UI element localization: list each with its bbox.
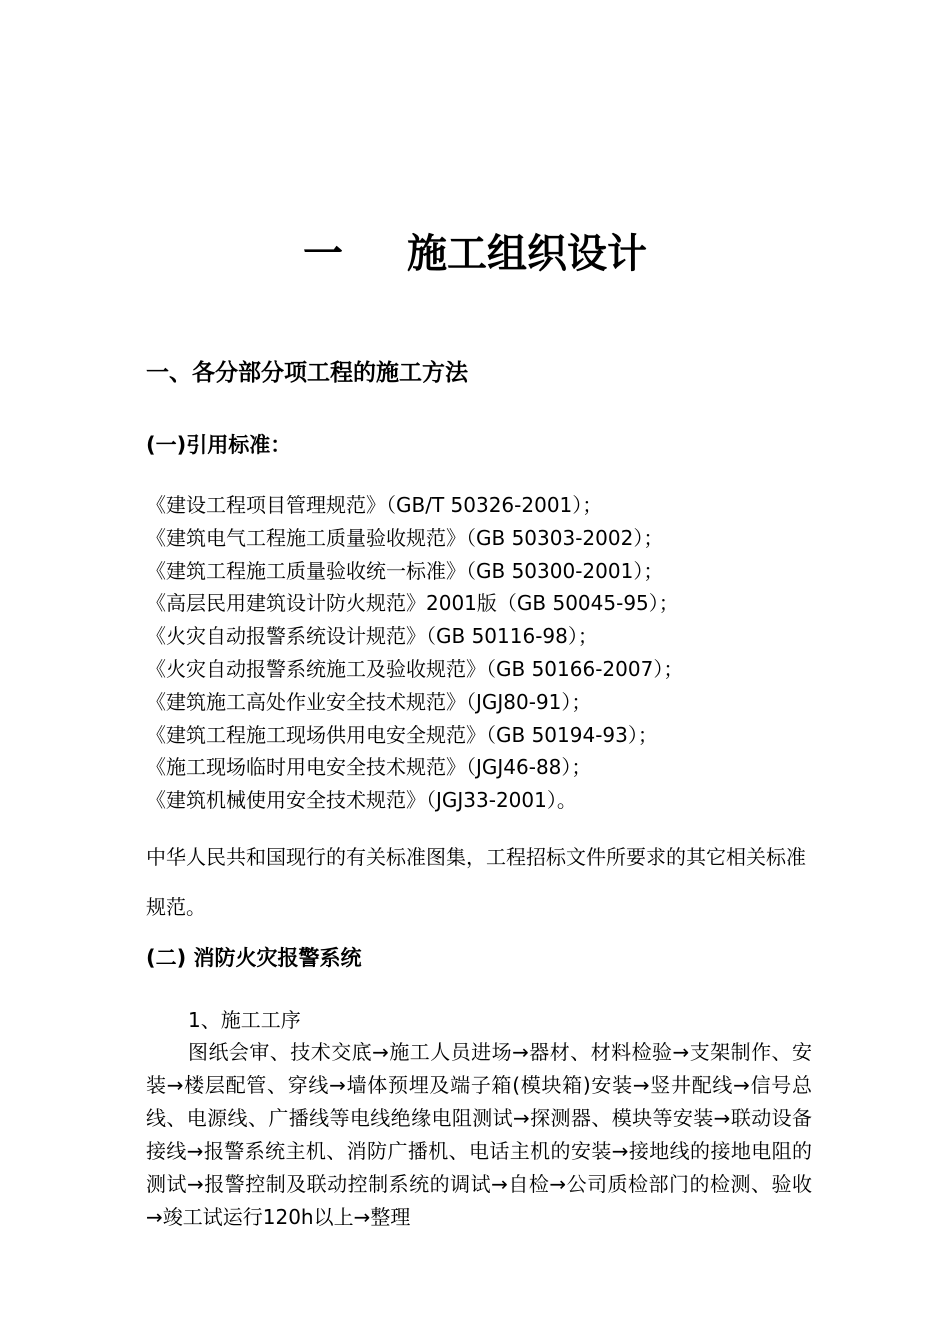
standard-item: 《高层民用建筑设计防火规范》2001版（GB 50045-95）； (146, 591, 679, 616)
standard-item: 《建筑机械使用安全技术规范》（JGJ33-2001）。 (146, 788, 577, 813)
standard-item: 《施工现场临时用电安全技术规范》（JGJ46-88）； (146, 755, 592, 780)
standard-item: 《建筑工程施工现场供用电安全规范》（GB 50194-93）； (146, 722, 658, 747)
standard-item: 《建筑电气工程施工质量验收规范》（GB 50303-2002）； (146, 525, 664, 550)
standard-item: 《建筑工程施工质量验收统一标准》（GB 50300-2001）； (146, 558, 664, 583)
workflow-paragraph: 图纸会审、技术交底→施工人员进场→器材、材料检验→支架制作、安装→楼层配管、穿线→墙体预埋及端子箱(模块箱)安装→竖井配线→信号总线、电源线、广播线等电线绝缘电阻测试→探测器、模块等安装→联动设备接线→报警系统主机、消防广播机、电话主机的安装→接地线的接地电阻的测试→报警控制及联动控制系统的调试→自检→公司质检部门的检测、验收→竣工试运行120h以上→整理 (146, 1040, 812, 1229)
standard-item: 《火灾自动报警系统设计规范》（GB 50116-98）； (146, 624, 598, 649)
standard-item: 《火灾自动报警系统施工及验收规范》（GB 50166-2007）； (146, 656, 684, 681)
standard-item: 《建设工程项目管理规范》（GB/T 50326-2001）； (146, 493, 603, 517)
page-title (0, 226, 950, 282)
section-heading: 一、各分部分项工程的施工方法 (146, 360, 468, 386)
chapter-number: 一 (303, 231, 343, 277)
chapter-title: 施工组织设计 (407, 231, 647, 277)
subsection-heading-references: (一)引用标准： (146, 433, 292, 457)
standards-note: 中华人民共和国现行的有关标准图集，工程招标文件所要求的其它相关标准规范。 (146, 845, 806, 919)
step-label: 1、施工工序 (188, 1008, 301, 1032)
standard-item: 《建筑施工高处作业安全技术规范》（JGJ80-91）； (146, 689, 592, 714)
standards-list (146, 489, 866, 817)
subsection-heading-fire-alarm: (二) 消防火灾报警系统 (146, 946, 362, 970)
